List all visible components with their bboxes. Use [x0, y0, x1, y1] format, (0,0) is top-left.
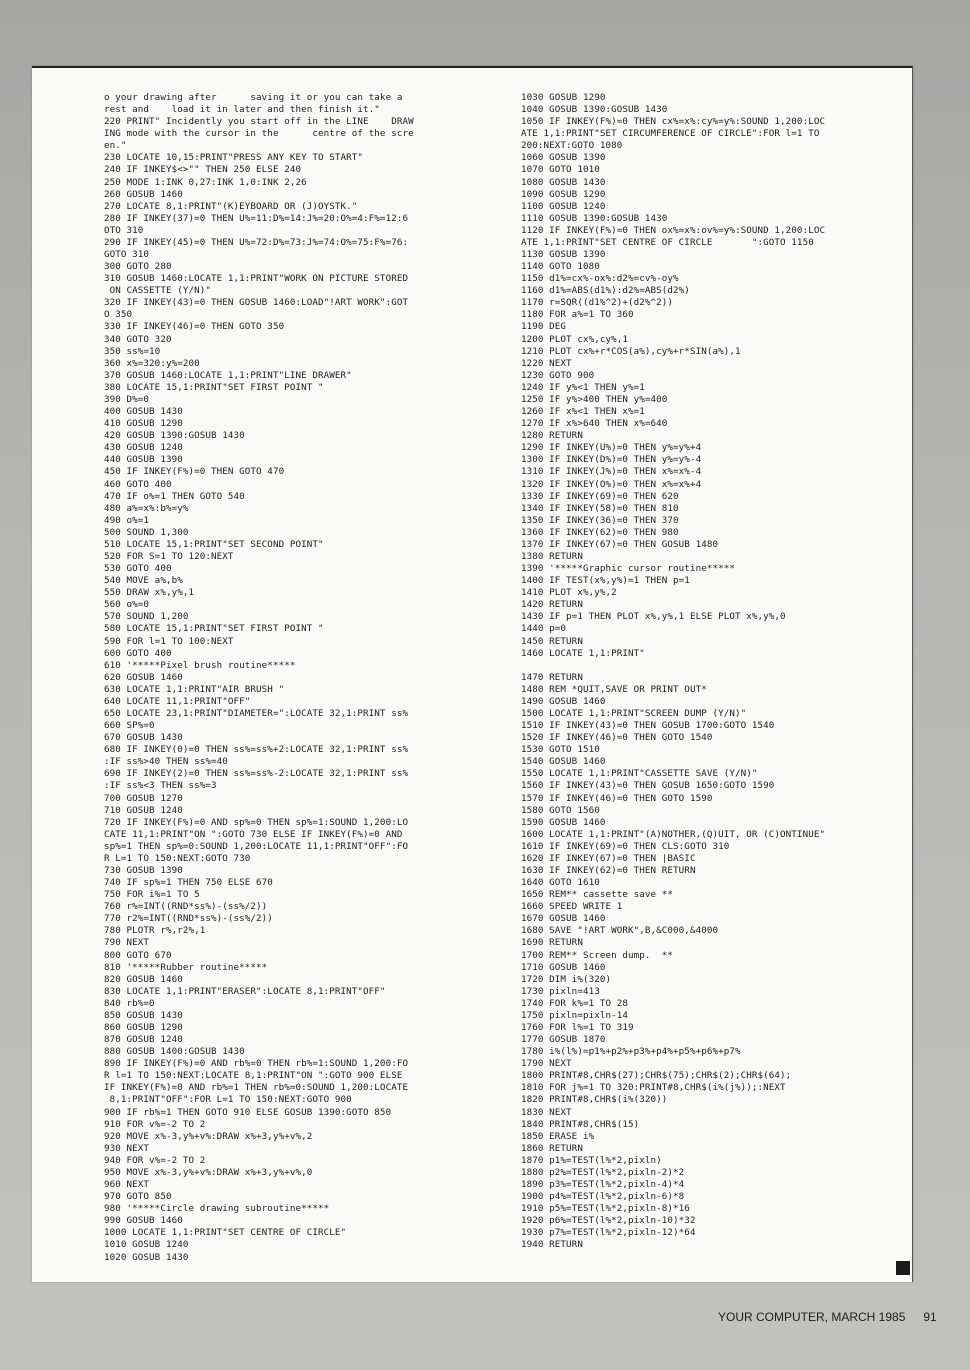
- code-line: 1640 GOTO 1610: [521, 877, 600, 889]
- code-line: 1330 IF INKEY(69)=0 THEN 620: [521, 490, 679, 502]
- code-line: 850 GOSUB 1430: [104, 1009, 183, 1021]
- code-line: 710 GOSUB 1240: [104, 804, 183, 816]
- code-line: 1180 FOR a%=1 TO 360: [521, 309, 634, 321]
- code-line: 1340 IF INKEY(58)=0 THEN 810: [521, 502, 679, 514]
- code-line: 540 MOVE a%,b%: [104, 575, 183, 587]
- code-line: GOTO 310: [104, 249, 150, 261]
- code-line: 1020 GOSUB 1430: [104, 1251, 189, 1263]
- code-line: 420 GOSUB 1390:GOSUB 1430: [104, 430, 245, 442]
- code-line: 1190 DEG: [521, 321, 567, 333]
- code-line: 560 o%=0: [104, 599, 150, 611]
- code-line: R l=1 TO 150:NEXT:LOCATE 8,1:PRINT"ON ":GOTO 900 ELSE: [104, 1070, 403, 1082]
- code-line: 1510 IF INKEY(43)=0 THEN GOSUB 1700:GOTO 1540: [521, 720, 775, 732]
- code-line: 1530 GOTO 1510: [521, 744, 600, 756]
- code-line: 620 GOSUB 1460: [104, 671, 183, 683]
- code-line: OTO 310: [104, 224, 144, 236]
- code-line: 1450 RETURN: [521, 635, 583, 647]
- code-line: 810 '*****Rubber routine*****: [104, 961, 268, 973]
- code-line: o your drawing after saving it or you can take a: [104, 92, 403, 103]
- code-line: 390 D%=0: [104, 393, 150, 405]
- code-line: 530 GOTO 400: [104, 563, 172, 575]
- code-line: 480 a%=x%:b%=y%: [104, 502, 189, 514]
- code-line: 1630 IF INKEY(62)=0 THEN RETURN: [521, 865, 696, 876]
- code-line: 650 LOCATE 23,1:PRINT"DIAMETER=":LOCATE 32,1:PRINT ss%: [104, 707, 409, 719]
- code-line: 1940 RETURN: [521, 1239, 583, 1251]
- code-line: CATE 11,1:PRINT"ON ":GOTO 730 ELSE IF INKEY(F%)=0 AND: [104, 828, 403, 840]
- code-line: 860 GOSUB 1290: [104, 1022, 183, 1034]
- code-line: 1380 RETURN: [521, 550, 583, 562]
- code-line: ING mode with the cursor in the centre of the scre: [104, 128, 414, 140]
- code-line: 590 FOR l=1 TO 100:NEXT: [104, 635, 234, 647]
- code-line: 1420 RETURN: [521, 599, 583, 611]
- code-line: 570 SOUND 1,200: [104, 611, 189, 623]
- code-line: 1660 SPEED WRITE 1: [521, 901, 623, 913]
- code-line: 350 ss%=10: [104, 345, 161, 357]
- code-line: 1080 GOSUB 1430: [521, 176, 606, 188]
- footer-magazine-date: YOUR COMPUTER, MARCH 1985: [718, 1310, 906, 1324]
- code-line: 320 IF INKEY(43)=0 THEN GOSUB 1460:LOAD"!ART WORK":GOT: [104, 297, 409, 309]
- code-line: 1770 GOSUB 1870: [521, 1034, 606, 1046]
- code-line: 340 GOTO 320: [104, 333, 172, 345]
- code-line: 910 FOR v%=-2 TO 2: [104, 1118, 206, 1130]
- code-line: 1520 IF INKEY(46)=0 THEN GOTO 1540: [521, 732, 713, 744]
- code-line: 1050 IF INKEY(F%)=0 THEN cx%=x%:cy%=y%:SOUND 1,200:LOC: [521, 116, 826, 128]
- code-line: 800 GOTO 670: [104, 949, 172, 961]
- code-line: 1550 LOCATE 1,1:PRINT"CASSETTE SAVE (Y/N)": [521, 768, 758, 780]
- code-line: 470 IF o%=1 THEN GOTO 540: [104, 490, 245, 502]
- code-line: 1260 IF x%<1 THEN x%=1: [521, 406, 645, 418]
- code-line: 970 GOTO 850: [104, 1191, 172, 1203]
- code-line: 370 GOSUB 1460:LOCATE 1,1:PRINT"LINE DRAWER": [104, 369, 352, 381]
- code-line: 310 GOSUB 1460:LOCATE 1,1:PRINT"WORK ON PICTURE STORED: [104, 273, 409, 285]
- code-line: 700 GOSUB 1270: [104, 792, 183, 804]
- code-line: 1070 GOTO 1010: [521, 164, 600, 176]
- code-line: 1610 IF INKEY(69)=0 THEN CLS:GOTO 310: [521, 840, 730, 852]
- code-line: 1800 PRINT#8,CHR$(27);CHR$(75);CHR$(2);CHR$(64);: [521, 1070, 792, 1082]
- code-line: 1320 IF INKEY(O%)=0 THEN x%=x%+4: [521, 478, 702, 490]
- code-line: 1750 pixln=pixln-14: [521, 1009, 628, 1021]
- code-line: 1100 GOSUB 1240: [521, 200, 606, 212]
- code-line: 750 FOR i%=1 TO 5: [104, 889, 200, 901]
- code-line: 1730 pixln=413: [521, 985, 600, 997]
- code-line: 990 GOSUB 1460: [104, 1215, 183, 1227]
- code-line: 520 FOR S=1 TO 120:NEXT: [104, 550, 234, 562]
- code-line: 510 LOCATE 15,1:PRINT"SET SECOND POINT": [104, 538, 324, 550]
- code-line: 490 o%=1: [104, 514, 150, 526]
- code-line: 360 x%=320:y%=200: [104, 357, 200, 369]
- code-line: 1300 IF INKEY(D%)=0 THEN y%=y%-4: [521, 454, 702, 466]
- code-line: 290 IF INKEY(45)=0 THEN U%=72:D%=73:J%=74:O%=75:F%=76:: [104, 236, 409, 248]
- code-line: 1310 IF INKEY(J%)=0 THEN x%=x%-4: [521, 466, 702, 478]
- program-listing-sheet: [32, 66, 913, 1282]
- code-line: 1670 GOSUB 1460: [521, 913, 606, 925]
- code-line: 270 LOCATE 8,1:PRINT"(K)EYBOARD OR (J)OYSTK.": [104, 200, 358, 212]
- code-line: 430 GOSUB 1240: [104, 442, 183, 454]
- code-line: 960 NEXT: [104, 1179, 150, 1191]
- code-line: 1160 d1%=ABS(d1%):d2%=ABS(d2%): [521, 285, 690, 297]
- code-line: 300 GOTO 280: [104, 261, 172, 273]
- code-line: 1480 REM *QUIT,SAVE OR PRINT OUT*: [521, 683, 707, 695]
- code-line: 200:NEXT:GOTO 1080: [521, 140, 623, 152]
- code-line: 1560 IF INKEY(43)=0 THEN GOSUB 1650:GOTO 1590: [521, 780, 775, 792]
- code-line: 1230 GOTO 900: [521, 369, 595, 381]
- code-line: 550 DRAW x%,y%,1: [104, 587, 195, 599]
- code-line: 1270 IF x%>640 THEN x%=640: [521, 418, 668, 430]
- code-line: 1880 p2%=TEST(l%*2,pixln-2)*2: [521, 1166, 685, 1178]
- code-line: 1830 NEXT: [521, 1106, 572, 1118]
- code-line: 1470 RETURN: [521, 671, 583, 683]
- code-line: 1850 ERASE i%: [521, 1130, 595, 1142]
- code-line: 660 SP%=0: [104, 720, 155, 732]
- code-line: O 350: [104, 309, 133, 321]
- code-line: 1680 SAVE "!ART WORK",B,&C000,&4000: [521, 925, 719, 937]
- code-line: 260 GOSUB 1460: [104, 188, 183, 200]
- code-line: 870 GOSUB 1240: [104, 1034, 183, 1046]
- code-line: ON CASSETTE (Y/N)": [104, 285, 211, 297]
- code-line: 1490 GOSUB 1460: [521, 695, 606, 707]
- code-line: sp%=1 THEN sp%=0:SOUND 1,200:LOCATE 11,1:PRINT"OFF":FO: [104, 840, 409, 852]
- code-line: 1860 RETURN: [521, 1142, 583, 1154]
- code-line: 920 MOVE x%-3,y%+v%:DRAW x%+3,y%+v%,2: [104, 1130, 313, 1142]
- code-line: 730 GOSUB 1390: [104, 865, 183, 876]
- code-line: 1360 IF INKEY(62)=0 THEN 980: [521, 526, 679, 538]
- code-line: 1700 REM** Screen dump. **: [521, 949, 674, 961]
- code-line: 450 IF INKEY(F%)=0 THEN GOTO 470: [104, 466, 285, 478]
- code-line: 1220 NEXT: [521, 357, 572, 369]
- code-line: 1540 GOSUB 1460: [521, 756, 606, 768]
- code-line: 640 LOCATE 11,1:PRINT"OFF": [104, 695, 251, 707]
- code-line: 630 LOCATE 1,1:PRINT"AIR BRUSH ": [104, 683, 285, 695]
- code-line: 760 r%=INT((RND*ss%)-(ss%/2)): [104, 901, 268, 913]
- code-line: 250 MODE 1:INK 0,27:INK 1,0:INK 2,26: [104, 176, 307, 188]
- code-line: 580 LOCATE 15,1:PRINT"SET FIRST POINT ": [104, 623, 324, 635]
- code-line: R L=1 TO 150:NEXT:GOTO 730: [104, 852, 251, 864]
- code-line: 1920 p6%=TEST(l%*2,pixln-10)*32: [521, 1215, 696, 1227]
- code-line: 1240 IF y%<1 THEN y%=1: [521, 381, 645, 393]
- code-line: 980 '*****Circle drawing subroutine*****: [104, 1203, 330, 1215]
- code-line: 930 NEXT: [104, 1142, 150, 1154]
- code-line: 1370 IF INKEY(67)=0 THEN GOSUB 1480: [521, 538, 719, 550]
- code-line: 600 GOTO 400: [104, 647, 172, 659]
- code-line: 1410 PLOT x%,y%,2: [521, 587, 617, 599]
- code-line: 280 IF INKEY(37)=0 THEN U%=11:D%=14:J%=20:O%=4:F%=12:6: [104, 212, 409, 224]
- code-line: [521, 660, 941, 672]
- code-line: 1090 GOSUB 1290: [521, 188, 606, 200]
- code-line: 770 r2%=INT((RND*ss%)-(ss%/2)): [104, 913, 273, 925]
- code-line: en.": [104, 140, 127, 152]
- code-line: 820 GOSUB 1460: [104, 973, 183, 985]
- code-line: 1760 FOR l%=1 TO 319: [521, 1022, 634, 1034]
- code-line: 1570 IF INKEY(46)=0 THEN GOTO 1590: [521, 792, 713, 804]
- code-line: 1720 DIM i%(320): [521, 973, 612, 985]
- code-line: 1400 IF TEST(x%,y%)=1 THEN p=1: [521, 575, 690, 587]
- code-line: 890 IF INKEY(F%)=0 AND rb%=0 THEN rb%=1:SOUND 1,200:FO: [104, 1058, 409, 1070]
- code-line: 1890 p3%=TEST(l%*2,pixln-4)*4: [521, 1179, 685, 1191]
- code-line: 720 IF INKEY(F%)=0 AND sp%=0 THEN sp%=1:SOUND 1,200:LO: [104, 816, 409, 828]
- code-line: 1010 GOSUB 1240: [104, 1239, 189, 1251]
- code-line: 780 PLOTR r%,r2%,1: [104, 925, 206, 937]
- code-line: 1150 d1%=cx%-ox%:d2%=cv%-oy%: [521, 273, 679, 285]
- listing-right-column: [521, 92, 941, 1252]
- code-line: 1000 LOCATE 1,1:PRINT"SET CENTRE OF CIRCLE": [104, 1227, 347, 1239]
- code-line: 1840 PRINT#8,CHR$(15): [521, 1118, 640, 1130]
- code-line: 950 MOVE x%-3,y%+v%:DRAW x%+3,y%+v%,0: [104, 1166, 313, 1178]
- code-line: 1210 PLOT cx%+r*COS(a%),cy%+r*SIN(a%),1: [521, 345, 741, 357]
- end-of-article-marker: [896, 1261, 910, 1275]
- listing-left-column: [104, 92, 524, 1264]
- code-line: 1790 NEXT: [521, 1058, 572, 1070]
- code-line: 8,1:PRINT"OFF":FOR L=1 TO 150:NEXT:GOTO 900: [104, 1094, 352, 1106]
- code-line: 880 GOSUB 1400:GOSUB 1430: [104, 1046, 245, 1058]
- code-line: 680 IF INKEY(0)=0 THEN ss%=ss%+2:LOCATE 32,1:PRINT ss%: [104, 744, 409, 756]
- code-line: :IF ss%>40 THEN ss%=40: [104, 756, 228, 768]
- code-line: 1110 GOSUB 1390:GOSUB 1430: [521, 212, 668, 224]
- code-line: 1740 FOR k%=1 TO 28: [521, 997, 628, 1009]
- code-line: 1280 RETURN: [521, 430, 583, 442]
- code-line: 220 PRINT" Incidently you start off in the LINE DRAW: [104, 116, 414, 128]
- footer-page-number: 91: [923, 1310, 937, 1324]
- code-line: 1130 GOSUB 1390: [521, 249, 606, 261]
- code-line: :IF ss%<3 THEN ss%=3: [104, 780, 217, 792]
- code-line: 1140 GOTO 1080: [521, 261, 600, 273]
- code-line: 1710 GOSUB 1460: [521, 961, 606, 973]
- code-line: 1030 GOSUB 1290: [521, 92, 606, 103]
- code-line: 1350 IF INKEY(36)=0 THEN 370: [521, 514, 679, 526]
- code-line: 1600 LOCATE 1,1:PRINT"(A)NOTHER,(Q)UIT, OR (C)ONTINUE": [521, 828, 826, 840]
- code-line: 1820 PRINT#8,CHR$(i%(320)): [521, 1094, 668, 1106]
- code-line: 240 IF INKEY$<>"" THEN 250 ELSE 240: [104, 164, 302, 176]
- code-line: 1430 IF p=1 THEN PLOT x%,y%,1 ELSE PLOT x%,y%,0: [521, 611, 786, 623]
- code-line: rest and load it in later and then finish it.": [104, 104, 380, 116]
- code-line: 840 rb%=0: [104, 997, 155, 1009]
- code-line: 1120 IF INKEY(F%)=0 THEN ox%=x%:ov%=y%:SOUND 1,200:LOC: [521, 224, 826, 236]
- code-line: 1650 REM** cassette save **: [521, 889, 674, 901]
- code-line: ATE 1,1:PRINT"SET CENTRE OF CIRCLE ":GOTO 1150: [521, 236, 814, 248]
- code-line: 230 LOCATE 10,15:PRINT"PRESS ANY KEY TO START": [104, 152, 364, 164]
- code-line: 440 GOSUB 1390: [104, 454, 183, 466]
- code-line: 1870 p1%=TEST(l%*2,pixln): [521, 1154, 662, 1166]
- code-line: 1250 IF y%>400 THEN y%=400: [521, 393, 668, 405]
- code-line: 670 GOSUB 1430: [104, 732, 183, 744]
- code-line: 610 '*****Pixel brush routine*****: [104, 659, 296, 671]
- code-line: 1040 GOSUB 1390:GOSUB 1430: [521, 104, 668, 116]
- code-line: 1910 p5%=TEST(l%*2,pixln-8)*16: [521, 1203, 690, 1215]
- code-line: 460 GOTO 400: [104, 478, 172, 490]
- code-line: 1060 GOSUB 1390: [521, 152, 606, 164]
- code-line: 410 GOSUB 1290: [104, 418, 183, 430]
- code-line: 830 LOCATE 1,1:PRINT"ERASER":LOCATE 8,1:PRINT"OFF": [104, 985, 386, 997]
- code-line: 330 IF INKEY(46)=0 THEN GOTO 350: [104, 321, 285, 333]
- code-line: 400 GOSUB 1430: [104, 406, 183, 418]
- code-line: 790 NEXT: [104, 937, 150, 949]
- code-line: 1580 GOTO 1560: [521, 804, 600, 816]
- code-line: 1460 LOCATE 1,1:PRINT": [521, 647, 645, 659]
- code-line: 1900 p4%=TEST(l%*2,pixln-6)*8: [521, 1191, 685, 1203]
- code-line: 1780 i%(l%)=p1%+p2%+p3%+p4%+p5%+p6%+p7%: [521, 1046, 741, 1058]
- code-line: 740 IF sp%=1 THEN 750 ELSE 670: [104, 877, 273, 889]
- code-line: 1810 FOR j%=1 TO 320:PRINT#8,CHR$(i%(j%));:NEXT: [521, 1082, 786, 1094]
- code-line: 690 IF INKEY(2)=0 THEN ss%=ss%-2:LOCATE 32,1:PRINT ss%: [104, 768, 409, 780]
- code-line: 1590 GOSUB 1460: [521, 816, 606, 828]
- page-footer: [718, 1310, 937, 1324]
- code-line: 1170 r=SQR((d1%^2)+(d2%^2)): [521, 297, 674, 309]
- code-line: 1620 IF INKEY(67)=0 THEN |BASIC: [521, 852, 696, 864]
- code-line: 500 SOUND 1,300: [104, 526, 189, 538]
- code-line: 900 IF rb%=1 THEN GOTO 910 ELSE GOSUB 1390:GOTO 850: [104, 1106, 392, 1118]
- code-line: 380 LOCATE 15,1:PRINT"SET FIRST POINT ": [104, 381, 324, 393]
- code-line: IF INKEY(F%)=0 AND rb%=1 THEN rb%=0:SOUND 1,200:LOCATE: [104, 1082, 409, 1094]
- code-line: 1690 RETURN: [521, 937, 583, 949]
- code-line: 940 FOR v%=-2 TO 2: [104, 1154, 206, 1166]
- code-line: 1930 p7%=TEST(l%*2,pixln-12)*64: [521, 1227, 696, 1239]
- code-line: 1390 '*****Graphic cursor routine*****: [521, 563, 735, 575]
- code-line: 1440 p=0: [521, 623, 567, 635]
- code-line: 1500 LOCATE 1,1:PRINT"SCREEN DUMP (Y/N)": [521, 707, 747, 719]
- code-line: 1200 PLOT cx%,cy%,1: [521, 333, 628, 345]
- code-line: ATE 1,1:PRINT"SET CIRCUMFERENCE OF CIRCLE":FOR l=1 TO: [521, 128, 820, 140]
- code-line: 1290 IF INKEY(U%)=0 THEN y%=y%+4: [521, 442, 702, 454]
